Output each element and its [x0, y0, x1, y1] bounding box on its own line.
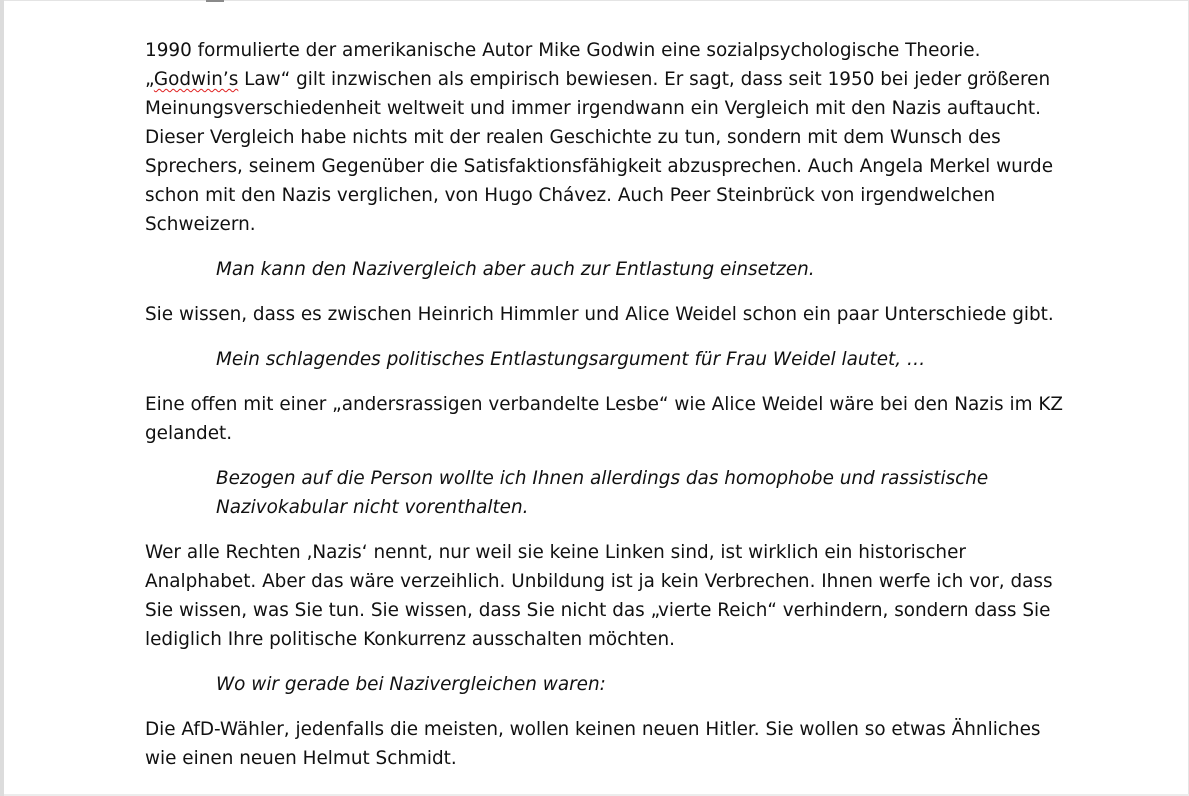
text-line: schon mit den Nazis verglichen, von Hugo Chávez. Auch Peer Steinbrück von irgendwelchen: [145, 185, 996, 206]
text-line: Wo wir gerade bei Nazivergleichen waren:: [216, 674, 606, 695]
text-line: Mein schlagendes politisches Entlastungsargument für Frau Weidel lautet, …: [216, 349, 926, 370]
paragraph-godwin[interactable]: [145, 36, 1054, 239]
text-line: Eine offen mit einer „andersrassigen verbandelte Lesbe“ wie Alice Weidel wäre bei den Nazis im KZ: [145, 394, 1064, 415]
text-line: Dieser Vergleich habe nichts mit der realen Geschichte zu tun, sondern mit dem Wunsch des: [145, 127, 1001, 148]
document-page[interactable]: [145, 36, 1064, 789]
page-top-border: [4, 0, 1189, 1]
text-line: Sie wissen, dass es zwischen Heinrich Himmler und Alice Weidel schon ein paar Unterschiede gibt.: [145, 304, 1054, 325]
text-fragment: Law“ gilt inzwischen als empirisch bewiesen. Er sagt, dass seit 1950 bei jeder größeren: [238, 69, 1051, 90]
text-line: Schweizern.: [145, 214, 256, 235]
quote-entlastung[interactable]: [145, 255, 1045, 284]
text-line: Meinungsverschiedenheit weltweit und immer irgendwann ein Vergleich mit den Nazis auftaucht.: [145, 98, 1041, 119]
paragraph-afd-waehler[interactable]: [145, 715, 1045, 773]
text-line: Sprechers, seinem Gegenüber die Satisfaktionsfähigkeit abzusprechen. Auch Angela Merkel wurde: [145, 156, 1054, 177]
spellcheck-flagged-word[interactable]: Godwin’s: [153, 69, 239, 90]
text-line: lediglich Ihre politische Konkurrenz ausschalten möchten.: [145, 629, 675, 650]
window-left-border: [0, 0, 4, 796]
text-line: [145, 65, 1051, 94]
paragraph-unterschiede[interactable]: [145, 300, 1054, 329]
text-line: Wer alle Rechten ‚Nazis‘ nennt, nur weil sie keine Linken sind, ist wirklich ein historischer: [145, 542, 966, 563]
text-fragment: „: [145, 69, 154, 90]
text-line: gelandet.: [145, 423, 233, 444]
text-line: Analphabet. Aber das wäre verzeihlich. Unbildung ist ja kein Verbrechen. Ihnen werfe ich vor, dass: [145, 571, 1053, 592]
quote-nazivergleiche[interactable]: [145, 670, 1045, 699]
text-line: Man kann den Nazivergleich aber auch zur Entlastung einsetzen.: [216, 259, 815, 280]
text-line: Bezogen auf die Person wollte ich Ihnen allerdings das homophobe und rassistische: [216, 468, 989, 489]
paragraph-analphabet[interactable]: [145, 538, 1053, 654]
text-line: Nazivokabular nicht vorenthalten.: [216, 497, 529, 518]
text-line: wie einen neuen Helmut Schmidt.: [145, 748, 457, 769]
text-line: Sie wissen, was Sie tun. Sie wissen, dass Sie nicht das „vierte Reich“ verhindern, sondern dass Sie: [145, 600, 1051, 621]
quote-argument[interactable]: [145, 345, 1045, 374]
paragraph-kz[interactable]: [145, 390, 1064, 448]
text-line: 1990 formulierte der amerikanische Autor Mike Godwin eine sozialpsychologische Theorie.: [145, 40, 981, 61]
ruler-marker: [206, 0, 224, 2]
quote-vokabular[interactable]: [145, 464, 1045, 522]
text-line: Die AfD-Wähler, jedenfalls die meisten, wollen keinen neuen Hitler. Sie wollen so etwas Ähnliches: [145, 719, 1041, 740]
